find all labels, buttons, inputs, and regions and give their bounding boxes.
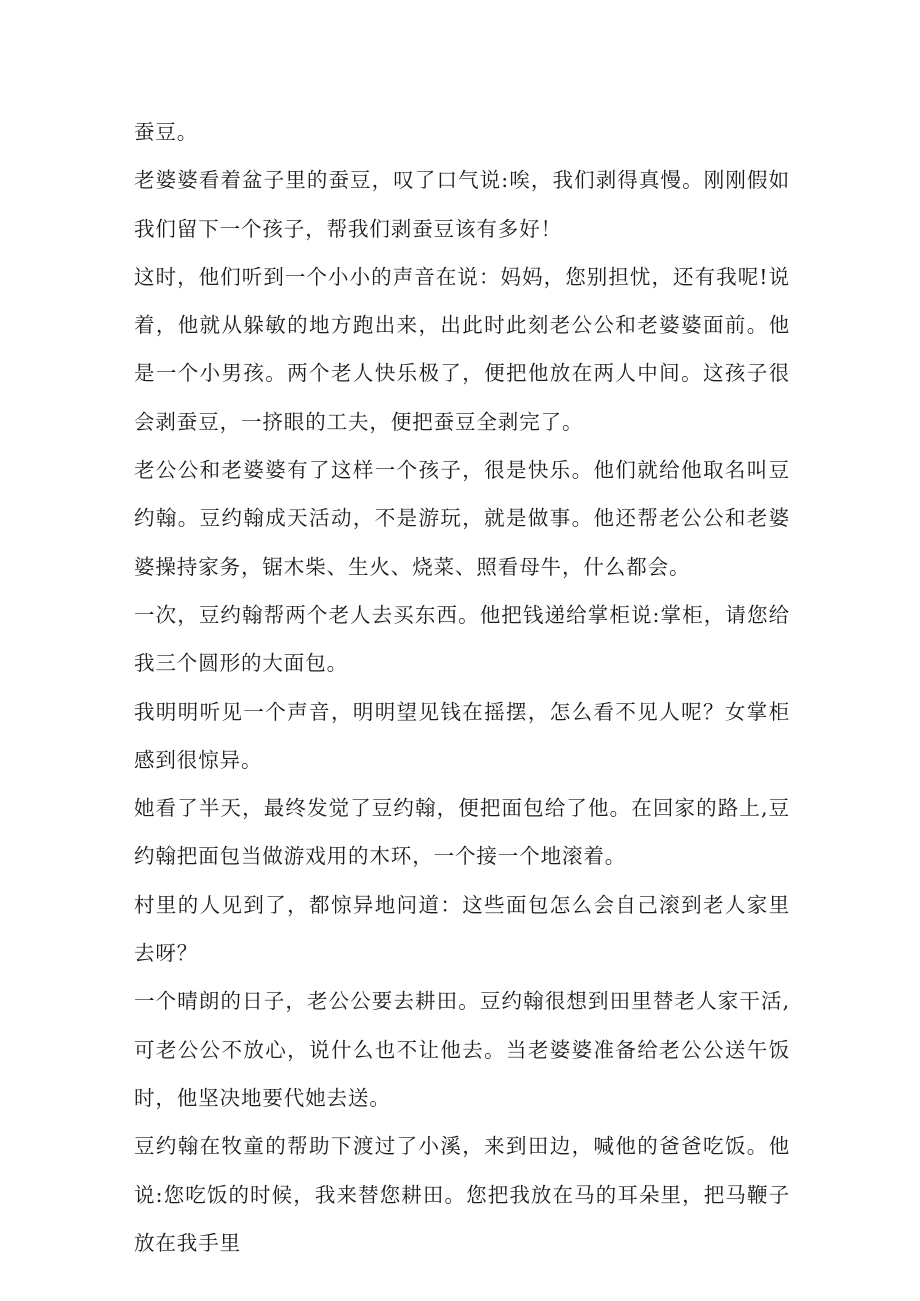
paragraph-10: 豆约翰在牧童的帮助下渡过了小溪，来到田边，喊他的爸爸吃饭。他说:您吃饭的时候，我来替您耕田。您把我放在马的耳朵里，把马鞭子放在我手里 xyxy=(134,1134,790,1255)
paragraph-5: 一次，豆约翰帮两个老人去买东西。他把钱递给掌柜说:掌柜，请您给我三个圆形的大面包。 xyxy=(134,602,790,676)
paragraph-8: 村里的人见到了，都惊异地问道：这些面包怎么会自己滚到老人家里去呀？ xyxy=(134,892,790,966)
paragraph-4: 老公公和老婆婆有了这样一个孩子，很是快乐。他们就给他取名叫豆约翰。豆约翰成天活动，不是游玩，就是做事。他还帮老公公和老婆婆操持家务，锯木柴、生火、烧菜、照看母牛，什么都会。 xyxy=(134,458,790,579)
paragraph-7: 她看了半天，最终发觉了豆约翰，便把面包给了他。在回家的路上,豆约翰把面包当做游戏用的木环，一个接一个地滚着。 xyxy=(134,796,790,869)
paragraph-9: 一个晴朗的日子，老公公要去耕田。豆约翰很想到田里替老人家干活,可老公公不放心，说什么也不让他去。当老婆婆准备给老公公送午饭时，他坚决地要代她去送。 xyxy=(134,989,790,1110)
paragraph-2: 老婆婆看着盆子里的蚕豆，叹了口气说:唉，我们剥得真慢。刚刚假如我们留下一个孩子，帮我们剥蚕豆该有多好！ xyxy=(134,168,790,241)
story-text xyxy=(134,108,790,1267)
paragraph-3: 这时，他们听到一个小小的声音在说：妈妈，您别担忧，还有我呢!说着，他就从躲敏的地方跑出来，出此时此刻老公公和老婆婆面前。他是一个小男孩。两个老人快乐极了，便把他放在两人中间。这孩子很会剥蚕豆，一挤眼的工夫，便把蚕豆全剥完了。 xyxy=(134,264,790,434)
paragraph-1: 蚕豆。 xyxy=(134,120,199,144)
paragraph-6: 我明明听见一个声音，明明望见钱在摇摆，怎么看不见人呢？女掌柜感到很惊异。 xyxy=(134,699,790,772)
